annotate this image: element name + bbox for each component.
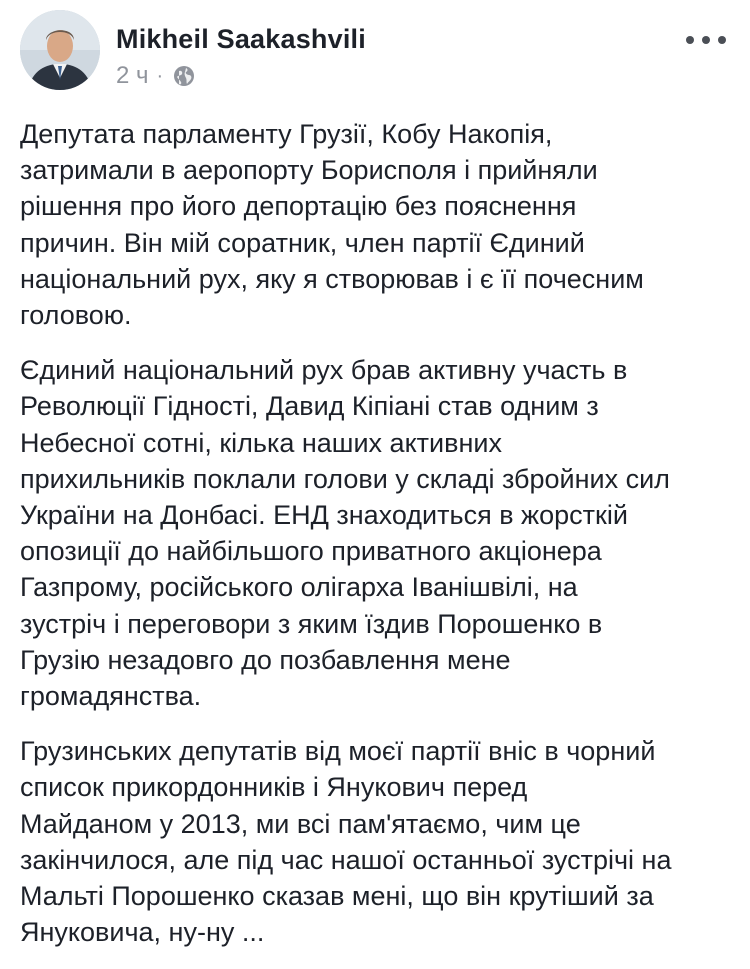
more-options-icon	[686, 36, 694, 44]
post-meta	[116, 62, 195, 90]
post-paragraph: Грузинських депутатів від моєї партії вніс в чорний список прикордонників і Янукович перед Майданом у 2013, ми всі пам'ятаємо, чим це закінчилося, але під час нашої останньої зустрічі на Мальті Порошенко сказав мені, що він крутіший за Януковича, ну-ну ...	[20, 736, 672, 948]
post-paragraph: Депутата парламенту Грузії, Кобу Накопія, затримали в аеропорту Борисполя і прийняли рішення про його депортацію без пояснення причин. Він мій соратник, член партії Єдиний національний рух, яку я створював і є її почесним головою.	[20, 119, 644, 331]
more-dot	[718, 36, 726, 44]
more-options-button[interactable]	[686, 28, 726, 52]
profile-photo-icon	[20, 10, 100, 90]
post-timestamp[interactable]: 2 ч	[116, 62, 149, 89]
post-paragraph: Єдиний національний рух брав активну участь в Революції Гідності, Давид Кіпіані став одним з Небесної сотні, кілька наших активних прихильників поклали голови у складі збройних сил України на Донбасі. ЕНД знаходиться в жорсткій опозиції до найбільшого приватного акціонера Газпрому, російського олігарха Іванішвілі, на зустріч і переговори з яким їздив Порошенко в Грузію незадовго до позбавлення мене громадянства.	[20, 355, 670, 712]
more-dot	[702, 36, 710, 44]
post-body	[20, 116, 734, 969]
meta-separator: ·	[156, 64, 164, 87]
author-name[interactable]: Mikheil Saakashvili	[116, 24, 366, 54]
post-header	[20, 10, 730, 96]
globe-icon[interactable]	[173, 65, 195, 87]
author-avatar[interactable]	[20, 10, 100, 90]
